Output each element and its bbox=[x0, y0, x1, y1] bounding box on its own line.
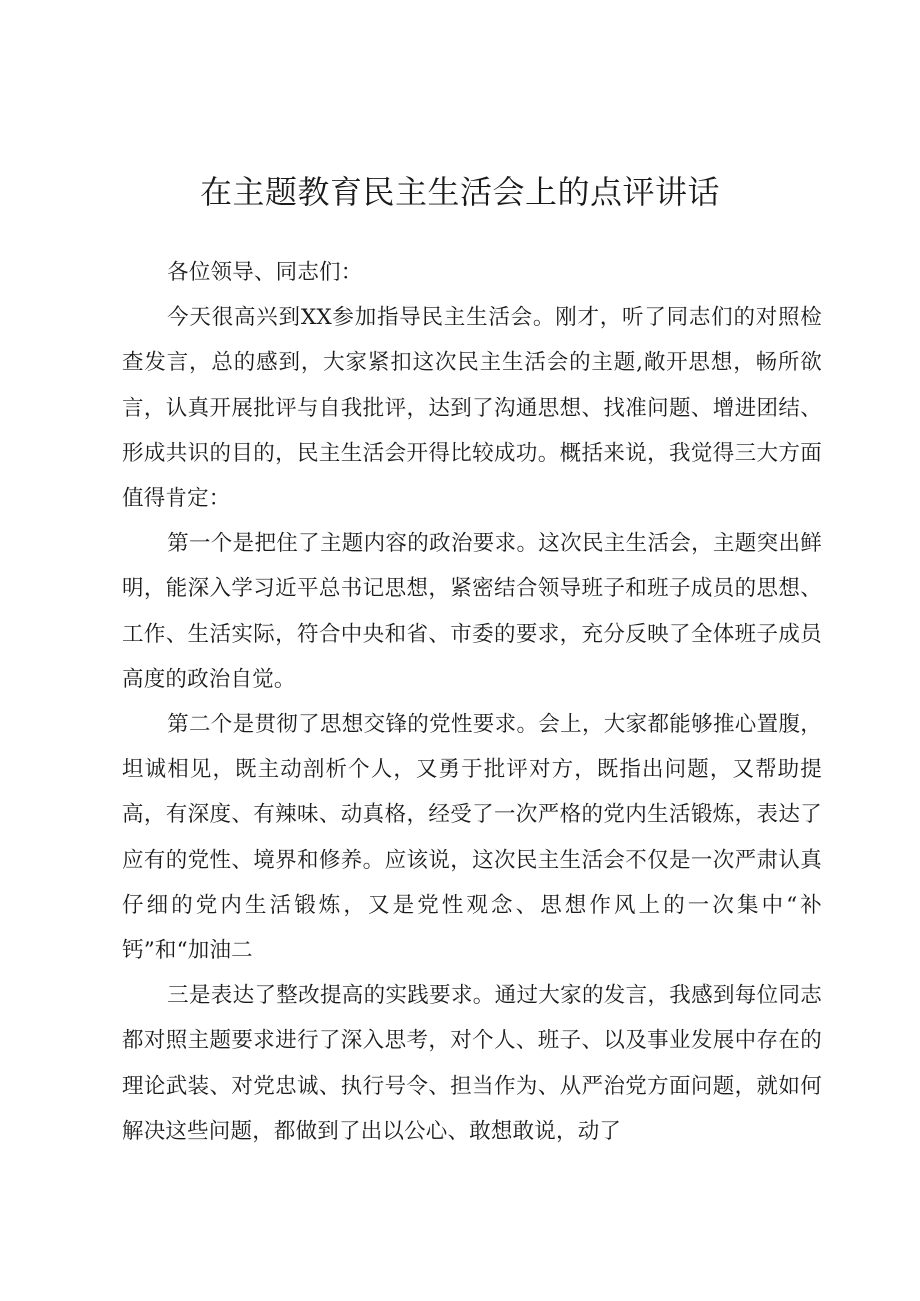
salutation: 各位领导、同志们： bbox=[167, 260, 363, 285]
paragraph-point-three: 三是表达了整改提高的实践要求。通过大家的发言，我感到每位同志都对照主题要求进行了深入思考，对个人、班子、以及事业发展中存在的理论武装、对党忠诚、执行号令、担当作为、从严治党方面问题，就如何解决这些问题，都做到了出以公心、敢想敢说，动了 bbox=[122, 983, 822, 1144]
document-title: 在主题教育民主生活会上的点评讲话 bbox=[199, 173, 720, 211]
document-body bbox=[122, 250, 822, 1154]
paragraph-intro: 今天很高兴到XX参加指导民主生活会。刚才，听了同志们的对照检查发言，总的感到，大家紧扣这次民主生活会的主题,敞开思想，畅所欲言，认真开展批评与自我批评，达到了沟通思想、找准问题、增进团结、形成共识的目的，民主生活会开得比较成功。概括来说，我觉得三大方面值得肯定： bbox=[122, 305, 822, 512]
paragraph-point-one: 第一个是把住了主题内容的政治要求。这次民主生活会，主题突出鲜明，能深入学习近平总书记思想，紧密结合领导班子和班子成员的思想、工作、生活实际，符合中央和省、市委的要求，充分反映了全体班子成员高度的政治自觉。 bbox=[122, 531, 822, 692]
paragraph-point-two: 第二个是贯彻了思想交锋的党性要求。会上，大家都能够推心置腹，坦诚相见，既主动剖析个人，又勇于批评对方，既指出问题，又帮助提高，有深度、有辣味、动真格，经受了一次严格的党内生活锻炼，表达了应有的党性、境界和修养。应该说，这次民主生活会不仅是一次严肃认真仔细的党内生活锻炼，又是党性观念、思想作风上的一次集中“补钙”和“加油二 bbox=[122, 712, 822, 964]
